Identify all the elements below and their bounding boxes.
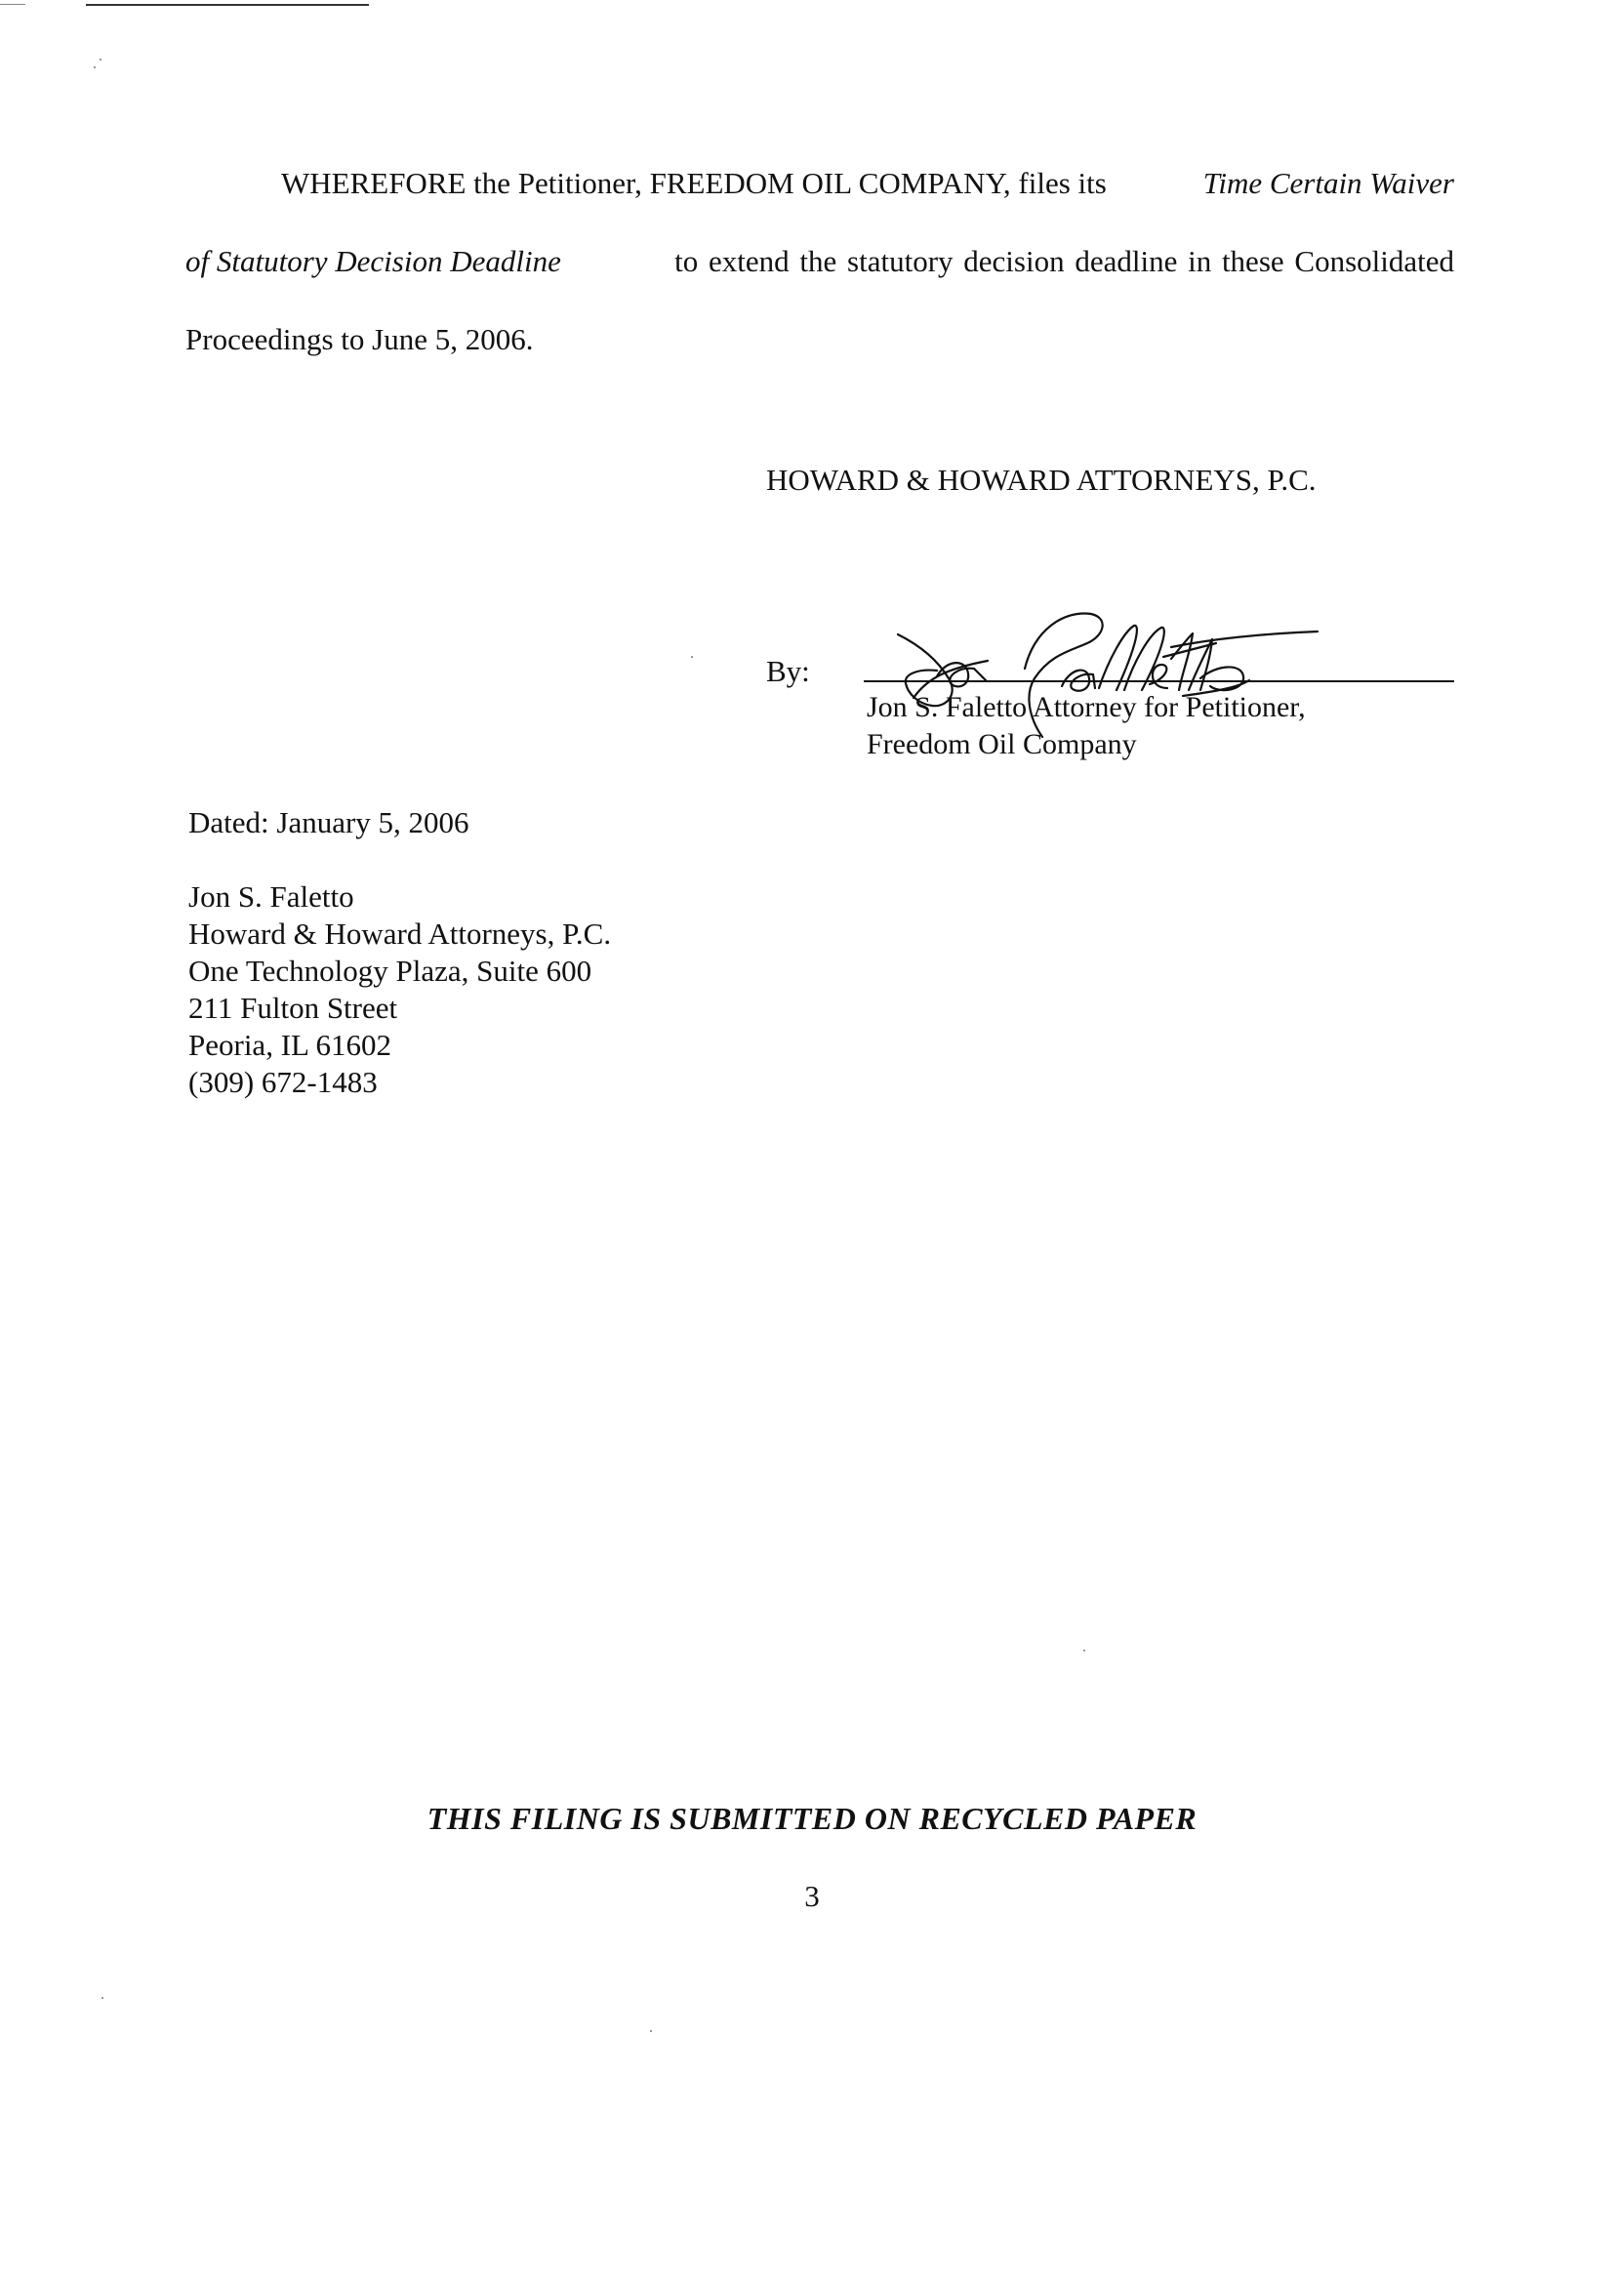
scan-speck (94, 66, 96, 68)
page-number: 3 (804, 1879, 820, 1913)
scan-speck (691, 656, 693, 658)
motion-title-italic: Time Certain Waiver (1202, 166, 1454, 200)
paragraph-text: WHEREFORE the Petitioner, FREEDOM OIL COMPANY, files its (281, 166, 1107, 200)
scan-artifact-line (0, 4, 25, 5)
attorney-address-block (188, 878, 611, 1101)
paragraph-line-2 (185, 246, 1454, 276)
address-line: 211 Fulton Street (188, 991, 398, 1025)
paragraph-text: Proceedings to June 5, 2006. (185, 322, 534, 356)
scan-speck (102, 1997, 103, 1999)
paragraph-line-1 (281, 168, 1454, 198)
scan-speck (1083, 1650, 1085, 1651)
scan-artifact-rule (86, 4, 369, 6)
by-label: By: (766, 654, 810, 688)
scan-speck (650, 2030, 652, 2032)
signer-name-title: Jon S. Faletto Attorney for Petitioner, (867, 691, 1306, 723)
paragraph-line-3 (185, 324, 1454, 354)
address-line: One Technology Plaza, Suite 600 (188, 954, 592, 988)
address-line: Howard & Howard Attorneys, P.C. (188, 917, 612, 951)
address-line: Jon S. Faletto (188, 879, 354, 914)
signer-company: Freedom Oil Company (867, 728, 1137, 760)
law-firm-name: HOWARD & HOWARD ATTORNEYS, P.C. (766, 463, 1317, 497)
motion-title-italic: of Statutory Decision Deadline (185, 244, 561, 278)
address-line: (309) 672-1483 (188, 1065, 378, 1099)
paragraph-text: to extend the statutory decision deadline in these Consolidated (674, 244, 1454, 278)
address-line: Peoria, IL 61602 (188, 1028, 392, 1062)
scan-speck (100, 59, 102, 61)
date-line: Dated: January 5, 2006 (188, 805, 469, 839)
recycled-paper-notice: THIS FILING IS SUBMITTED ON RECYCLED PAPER (426, 1801, 1198, 1836)
